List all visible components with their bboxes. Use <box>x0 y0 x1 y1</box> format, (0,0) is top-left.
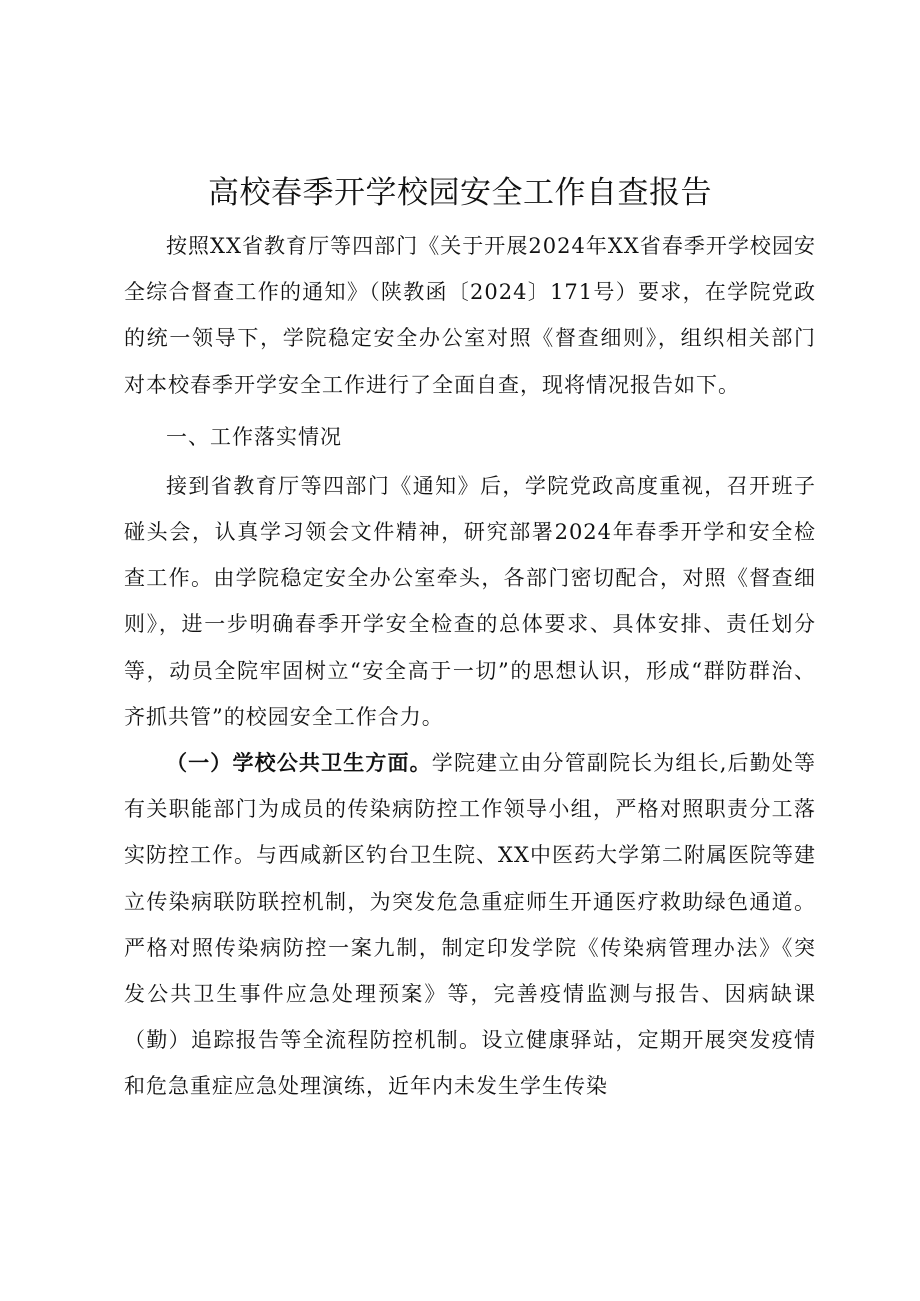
section-heading: 一、工作落实情况 <box>166 424 342 449</box>
subsection-lead: （一）学校公共卫生方面。 <box>166 750 432 776</box>
subsection-paragraph <box>124 740 816 1110</box>
subsection-text: 学院建立由分管副院长为组长,后勤处等有关职能部门为成员的传染病防控工作领导小组，严格对照职责分工落实防控工作。与西咸新区钓台卫生院、XX中医药大学第二附属医院等建立传染病联防联控机制，为突发危急重症师生开通医疗救助绿色通道。严格对照传染病防控一案九制，制定印发学院《传染病管理办法》《突发公共卫生事件应急处理预案》等，完善疫情监测与报告、因病缺课（勤）追踪报告等全流程防控机制。设立健康驿站，定期开展突发疫情和危急重症应急处理演练，近年内未发生学生传染 <box>124 751 816 1099</box>
document-title: 高校春季开学校园安全工作自查报告 <box>208 175 712 211</box>
section-paragraph: 接到省教育厅等四部门《通知》后，学院党政高度重视，召开班子碰头会，认真学习领会文件精神，研究部署2024年春季开学和安全检查工作。由学院稳定安全办公室牵头，各部门密切配合，对照《督查细则》，进一步明确春季开学安全检查的总体要求、具体安排、责任划分等，动员全院牢固树立“安全高于一切”的思想认识，形成“群防群治、齐抓共管”的校园安全工作合力。 <box>124 473 816 729</box>
document-body <box>124 223 816 1110</box>
intro-paragraph: 按照XX省教育厅等四部门《关于开展2024年XX省春季开学校园安全综合督查工作的通知》（陕教函〔2024〕171号）要求，在学院党政的统一领导下，学院稳定安全办公室对照《督查细则》，组织相关部门对本校春季开学安全工作进行了全面自查，现将情况报告如下。 <box>124 234 816 397</box>
